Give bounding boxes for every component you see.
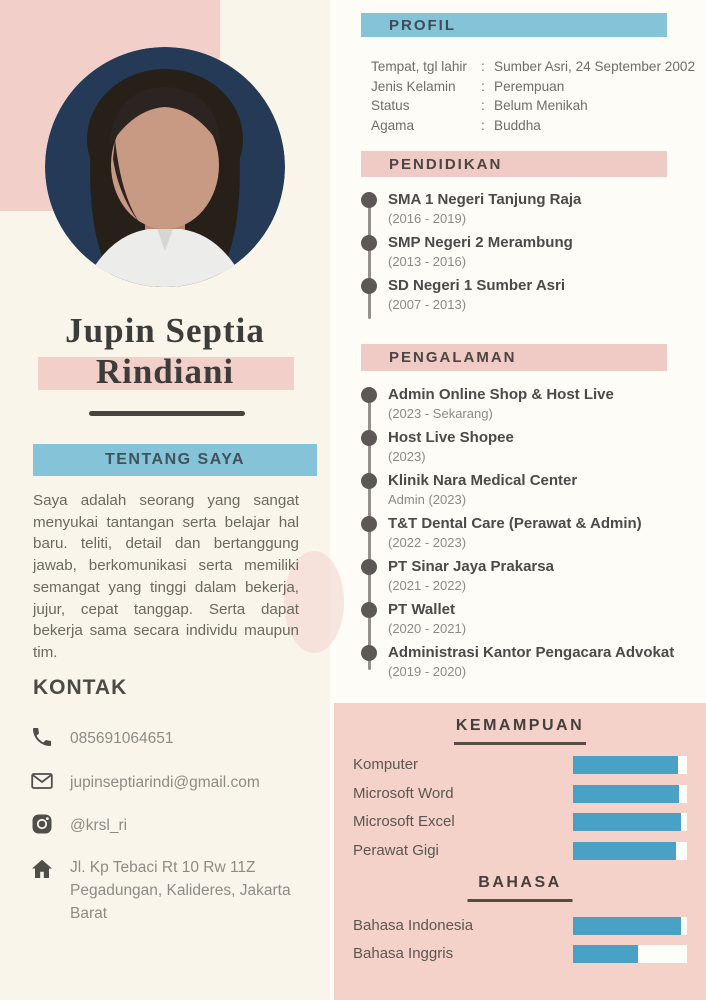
instagram-icon (30, 812, 54, 836)
skill-label: Komputer (353, 756, 419, 773)
profile-label: Tempat, tgl lahir (371, 59, 467, 74)
profile-label: Agama (371, 118, 415, 134)
experience-period: (2019 - 2020) (388, 664, 467, 679)
profile-label: Jenis Kelamin (371, 78, 456, 94)
experience-entry (361, 644, 674, 678)
timeline-dot (361, 645, 377, 661)
education-header: PENDIDIKAN (361, 151, 667, 177)
education-title: SMA 1 Negeri Tanjung Raja (388, 191, 582, 208)
profile-separator: : (481, 118, 485, 134)
skill-bar-fill (573, 842, 676, 860)
timeline-dot (361, 278, 377, 294)
experience-period: (2022 - 2023) (388, 535, 467, 550)
profile-value: Sumber Asri, 24 September 2002 (494, 59, 695, 74)
profile-value: Buddha (494, 118, 541, 134)
left-column (0, 0, 330, 1000)
portrait-illustration (45, 47, 285, 287)
skill-row (353, 755, 687, 775)
experience-period: (2020 - 2021) (388, 621, 467, 636)
experience-header: PENGALAMAN (361, 344, 667, 371)
education-title: SD Negeri 1 Sumber Asri (388, 277, 566, 294)
phone-number: 085691064651 (70, 730, 174, 747)
skill-label: Microsoft Word (353, 785, 454, 802)
timeline-dot (361, 559, 377, 575)
experience-entry (361, 429, 674, 463)
about-header: TENTANG SAYA (33, 444, 317, 476)
contact-instagram-row (30, 811, 306, 837)
profile-separator: : (481, 78, 485, 94)
instagram-handle: @krsl_ri (70, 817, 128, 834)
language-bar-track (573, 917, 687, 935)
skill-bar-track (573, 785, 687, 803)
languages-header: BAHASA (478, 874, 562, 891)
experience-period: (2023 - Sekarang) (388, 406, 493, 421)
name-divider (89, 411, 245, 416)
profile-row (371, 96, 695, 116)
contact-phone-row (30, 724, 306, 750)
skill-bar-track (573, 756, 687, 774)
person-name (0, 310, 330, 392)
name-line-1: Jupin Septia (65, 311, 265, 350)
contact-header: KONTAK (33, 676, 128, 699)
education-entry (361, 191, 581, 225)
profile-details (371, 57, 695, 136)
experience-entry (361, 472, 674, 506)
experience-title: PT Sinar Jaya Prakarsa (388, 558, 554, 575)
experience-period: (2023) (388, 449, 426, 464)
experience-timeline (361, 386, 674, 687)
profile-row (371, 57, 695, 77)
experience-entry (361, 601, 674, 635)
profile-separator: : (481, 98, 485, 114)
profile-label: Status (371, 98, 410, 114)
language-bar-fill (573, 917, 681, 935)
profile-row (371, 116, 695, 136)
profile-row (371, 77, 695, 97)
education-timeline (361, 191, 581, 320)
name-line-2: Rindiani (95, 352, 235, 391)
skill-bar-track (573, 813, 687, 831)
timeline-dot (361, 473, 377, 489)
education-period: (2016 - 2019) (388, 211, 467, 226)
timeline-dot (361, 192, 377, 208)
skill-bar-fill (573, 785, 679, 803)
language-bar-fill (573, 945, 638, 963)
skills-header-underline (454, 742, 586, 745)
experience-entry (361, 558, 674, 592)
languages-header-underline (468, 899, 573, 902)
timeline-dot (361, 235, 377, 251)
profile-header: PROFIL (361, 13, 667, 37)
experience-entry (361, 515, 674, 549)
language-label: Bahasa Inggris (353, 945, 454, 962)
skill-bar-fill (573, 756, 678, 774)
experience-title: Administrasi Kantor Pengacara Advokat (388, 644, 675, 661)
education-period: (2007 - 2013) (388, 297, 467, 312)
skill-row (353, 784, 687, 804)
profile-separator: : (481, 59, 485, 74)
experience-title: Klinik Nara Medical Center (388, 472, 578, 489)
language-label: Bahasa Indonesia (353, 917, 474, 934)
timeline-dot (361, 602, 377, 618)
profile-value: Perempuan (494, 78, 565, 94)
education-entry (361, 277, 581, 311)
envelope-icon (30, 769, 54, 793)
language-row (353, 916, 687, 936)
timeline-dot (361, 516, 377, 532)
address-text: Jl. Kp Tebaci Rt 10 Rw 11Z Pegadungan, Kalideres, Jakarta Barat (70, 859, 291, 922)
experience-entry (361, 386, 674, 420)
experience-title: PT Wallet (388, 601, 455, 618)
timeline-dot (361, 430, 377, 446)
contact-address-row (30, 856, 306, 925)
email-address: jupinseptiarindi@gmail.com (70, 774, 260, 791)
education-entry (361, 234, 581, 268)
skill-label: Perawat Gigi (353, 842, 439, 859)
skill-row (353, 841, 687, 861)
profile-value: Belum Menikah (494, 98, 588, 114)
skill-bar-fill (573, 813, 681, 831)
phone-icon (30, 725, 54, 749)
experience-title: Admin Online Shop & Host Live (388, 386, 614, 403)
home-icon (30, 857, 54, 881)
contact-email-row (30, 768, 306, 794)
skills-header: KEMAMPUAN (455, 717, 585, 734)
education-period: (2013 - 2016) (388, 254, 467, 269)
timeline-dot (361, 387, 377, 403)
language-row (353, 944, 687, 964)
experience-period: Admin (2023) (388, 492, 467, 507)
education-title: SMP Negeri 2 Merambung (388, 234, 573, 251)
skill-bar-track (573, 842, 687, 860)
about-text: Saya adalah seorang yang sangat menyukai tantangan serta belajar hal baru. teliti, detail dan bertanggung jawab, berkomunikasi serta memiliki semangat yang tinggi dalam bekerja, jujur, cepat tanggap. Serta dapat bekerja sama secara individu maupun tim. (33, 492, 299, 661)
skill-label: Microsoft Excel (353, 813, 455, 830)
profile-photo (45, 47, 285, 287)
skills-box (334, 703, 706, 1000)
experience-period: (2021 - 2022) (388, 578, 467, 593)
experience-title: Host Live Shopee (388, 429, 514, 446)
experience-title: T&T Dental Care (Perawat & Admin) (388, 515, 642, 532)
skill-row (353, 812, 687, 832)
language-bar-track (573, 945, 687, 963)
